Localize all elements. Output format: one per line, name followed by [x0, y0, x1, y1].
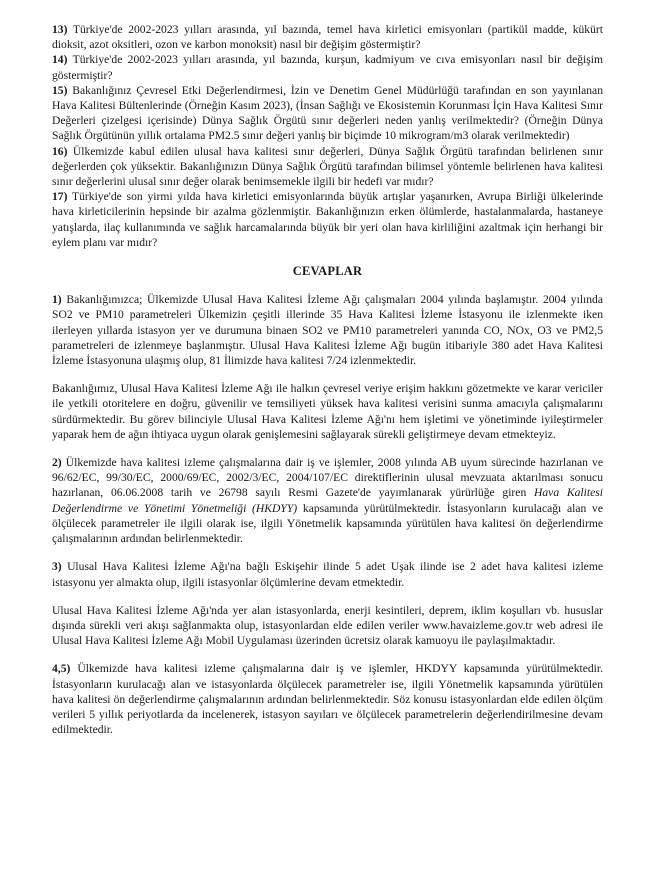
- question-15: [52, 83, 603, 144]
- answer-number: 4,5): [52, 662, 71, 676]
- question-number: 16): [52, 144, 68, 158]
- question-text: Türkiye'de 2002-2023 yılları arasında, yıl bazında, temel hava kirletici emisyonları (partikül madde, kükürt dioksit, azot oksitleri, ozon ve karbon monoksit) nasıl bir değişim göstermiştir?: [52, 23, 603, 52]
- answer-3: [52, 559, 603, 589]
- question-16: [52, 144, 603, 190]
- question-text: Ülkemizde kabul edilen ulusal hava kalitesi sınır değerleri, Dünya Sağlık Örgütü tarafından belirlenen sınır değerlerden çok yüksektir. Bakanlığınızın Dünya Sağlık Örgütü tarafından bilimsel yöntemle belirlenen hava kalitesi sınır değerlerini ulusal sınır değer olarak benimsemekle ilgili bir hedefi var mıdır?: [52, 144, 603, 189]
- question-number: 13): [52, 23, 68, 36]
- question-17: [52, 189, 603, 250]
- question-text: Türkiye'de son yirmi yılda hava kirletici emisyonlarında büyük artışlar yaşanırken, Avrupa Birliği ülkelerinde hava kirleticilerinin hepsinde bir azalma gözlenmiştir. Bakanlığınızın erken ölümlerde, hastalanmalarda, hastaneye yatışlarda, ilaç kullanımında ve sağlık harcamalarında büyük bir yeri olan hava kirliliğini azaltmak için herhangi bir eylem planı var mıdır?: [52, 190, 603, 249]
- answer-text-before: Ülkemizde hava kalitesi izleme çalışmalarına dair iş ve işlemler, 2008 yılında AB uyum sürecinde hazırlanan ve 96/62/EC, 99/30/EC, 2000/69/EC, 2002/3/EC, 2004/107/EC direktiflerinin ulusal mevzuata aktarılması sonucu hazırlanan, 06.06.2008 tarih ve 26798 sayılı Resmi Gazete'de yayımlanarak yürürlüğe giren: [52, 456, 603, 500]
- questions-section: [52, 22, 603, 250]
- question-text: Bakanlığınız Çevresel Etki Değerlendirmesi, İzin ve Denetim Genel Müdürlüğü tarafından en son yayınlanan Hava Kalitesi Bültenlerinde (Örneğin Kasım 2023), (İnsan Sağlığı ve Ekosistemin Korunması İçin Hava Kalitesi Sınır Değerleri çizelgesi içerisinde) Dünya Sağlık Örgütü sınır değerleri neden yanlış verilmektedir? (Örneğin Dünya Sağlık Örgütünün yıllık ortalama PM2.5 sınır değeri yanlış bir biçimde 10 mikrogram/m3 olarak verilmektedir): [52, 83, 604, 143]
- question-number: 15): [52, 83, 68, 97]
- question-text: Türkiye'de 2002-2023 yılları arasında, yıl bazında, kurşun, kadmiyum ve cıva emisyonları nasıl bir değişim göstermiştir?: [52, 53, 603, 82]
- answer-1-continued: Bakanlığımız, Ulusal Hava Kalitesi İzleme Ağı ile halkın çevresel veriye erişim hakkını gözetmekte ve karar vericiler ile yetkili otoritelere en doğru, güvenilir ve temsiliyeti yüksek hava kalitesi verisini sunma amacıyla çalışmalarını sürdürmektedir. Bu görev bilinciyle Ulusal Hava Kalitesi İzleme Ağı'nı hem işletimi ve yönetiminde iyileştirmeler yaparak hem de ağın ihtiyaca uygun olarak genişlemesini sağlayarak sürekli geliştirmeye devam etmekteyiz.: [52, 382, 603, 441]
- question-number: 14): [52, 53, 68, 67]
- regulation-title: Hava Kalitesi Değerlendirme ve Yönetimi Yönetmeliği (HKDYY): [52, 486, 603, 515]
- answer-text: Ulusal Hava Kalitesi İzleme Ağı'na bağlı Eskişehir ilinde 5 adet Uşak ilinde ise 2 adet hava kalitesi izleme istasyonu yer almakta olup, ilgili istasyonlar ölçümlerine devam etmektedir.: [52, 560, 603, 589]
- answer-number: 2): [52, 456, 62, 470]
- answer-1: [52, 292, 603, 368]
- answer-2: [52, 455, 603, 546]
- answer-number: 1): [52, 293, 62, 307]
- answer-text: Ülkemizde hava kalitesi izleme çalışmalarına dair iş ve işlemler, HKDYY kapsamında yürütülmektedir. İstasyonların kurulacağı alan ve istasyonlarda ölçülecek parametreler ise, ilgili Yönetmelik kapsamında yürütülen hava kalitesi ön değerlendirme çalışmalarının ardından belirlenmektedir. Söz konusu istasyonlardan elde edilen ölçüm verileri 5 yıllık periyotlarda da incelenerek, istasyon sayıları ve ölçülecek parametrelerin değerlendirilmesine devam edilmektedir.: [52, 662, 604, 737]
- answer-text: Bakanlığımızca; Ülkemizde Ulusal Hava Kalitesi İzleme Ağı çalışmaları 2004 yılında başlamıştır. 2004 yılında SO2 ve PM10 parametreleri Ülkemizin çeşitli illerinde 35 Hava Kalitesi İzleme İstasyonu ile izlenmekte iken ilerleyen yıllarda istasyon yer ve durumuna binaen SO2 ve PM10 parametreleri yanında CO, NOx, O3 ve PM2,5 parametreleri de izlenmeye başlanmıştır. Ulusal Hava Kalitesi İzleme Ağı bugün itibariyle 380 adet Hava Kalitesi İzleme İstasyonuna ulaşmış olup, 81 İlimizde hava kalitesi 7/24 izlenmektedir.: [52, 293, 603, 368]
- answer-4-5: [52, 661, 603, 737]
- question-13: [52, 22, 603, 52]
- question-14: [52, 52, 603, 82]
- answer-text-after: kapsamında yürütülmektedir. İstasyonların kurulacağı alan ve ölçülecek parametreler ile ilgili olarak ise, ilgili Yönetmelik kapsamında yürütülen hava kalitesi ön değerlendirme çalışmalarının ardından belirlenmektedir.: [52, 501, 603, 546]
- answers-heading: CEVAPLAR: [292, 264, 363, 279]
- answers-section: [52, 292, 603, 737]
- answer-3-continued: Ulusal Hava Kalitesi İzleme Ağı'nda yer alan istasyonlarda, enerji kesintileri, deprem, iklim koşulları vb. hususlar dışında sürekli veri akışı sağlanmakta olup, istasyonlardan elde edilen veriler www.havaizleme.gov.tr web adresi ile Ulusal Hava Kalitesi İzleme Ağı Mobil Uygulaması üzerinden ücretsiz olarak kamuoyu ile paylaşılmaktadır.: [52, 603, 603, 648]
- answer-number: 3): [52, 560, 62, 574]
- question-number: 17): [52, 190, 68, 204]
